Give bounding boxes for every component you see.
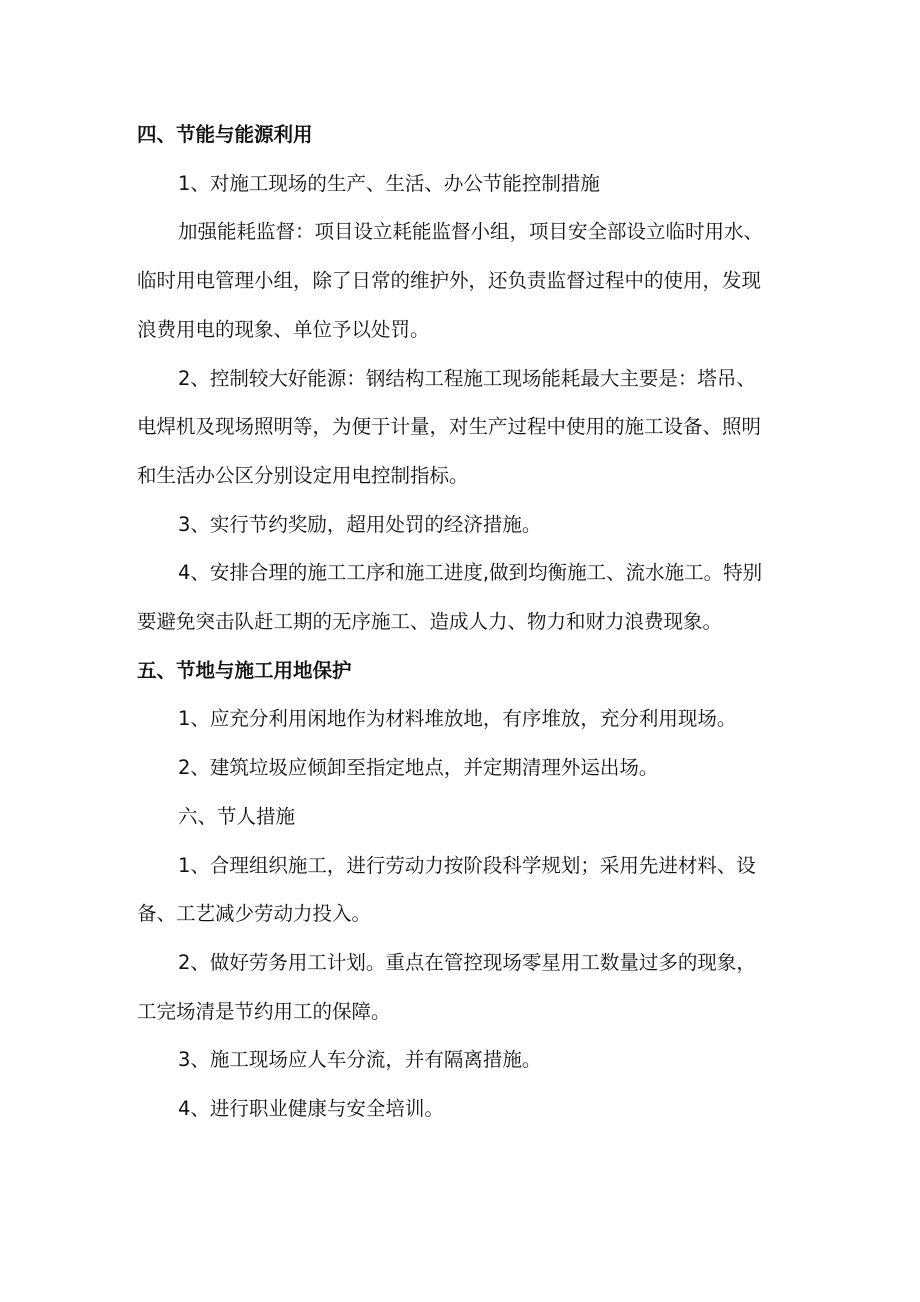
text-line: 2、做好劳务用工计划。重点在管控现场零星用工数量过多的现象， [178,950,756,974]
paragraph [137,208,797,354]
text-line: 临时用电管理小组，除了日常的维护外，还负责监督过程中的使用，发现 [137,269,762,293]
text-line: 3、实行节约奖励，超用处罚的经济措施。 [178,512,542,536]
section-heading [137,111,797,160]
paragraph [137,160,797,209]
paragraph [137,695,797,744]
paragraph [137,1036,797,1085]
paragraph [137,793,797,842]
text-line: 1、应充分利用闲地作为材料堆放地，有序堆放，充分利用现场。 [178,707,737,731]
text-line: 六、节人措施 [178,804,296,828]
paragraph [137,744,797,793]
text-line: 浪费用电的现象、单位予以处罚。 [137,317,430,341]
text-line: 电焊机及现场照明等，为便于计量，对生产过程中使用的施工设备、照明 [137,415,762,439]
text-line: 1、合理组织施工，进行劳动力按阶段科学规划；采用先进材料、设 [178,853,756,877]
text-line: 4、进行职业健康与安全培训。 [178,1097,444,1121]
text-line: 工完场清是节约用工的保障。 [137,999,391,1023]
text-line: 和生活办公区分别设定用电控制指标。 [137,463,469,487]
text-line: 4、安排合理的施工工序和施工进度,做到均衡施工、流水施工。特别 [178,561,763,585]
paragraph [137,549,797,646]
paragraph [137,939,797,1036]
text-line: 要避免突击队赶工期的无序施工、造成人力、物力和财力浪费现象。 [137,610,723,634]
paragraph [137,355,797,501]
text-line: 3、施工现场应人车分流，并有隔离措施。 [178,1048,542,1072]
paragraph [137,842,797,939]
text-line: 五、节地与施工用地保护 [137,658,352,682]
section-heading [137,647,797,696]
text-line: 1、对施工现场的生产、生活、办公节能控制措施 [178,171,600,195]
text-line: 备、工艺减少劳动力投入。 [137,902,372,926]
text-line: 2、控制较大好能源：钢结构工程施工现场能耗最大主要是：塔吊、 [178,366,756,390]
text-line: 2、建筑垃圾应倾卸至指定地点，并定期清理外运出场。 [178,756,659,780]
paragraph [137,1085,797,1134]
document-page [137,111,797,1134]
text-line: 加强能耗监督：项目设立耗能监督小组，项目安全部设立临时用水、 [178,220,764,244]
text-line: 四、节能与能源利用 [137,123,313,146]
paragraph [137,501,797,550]
